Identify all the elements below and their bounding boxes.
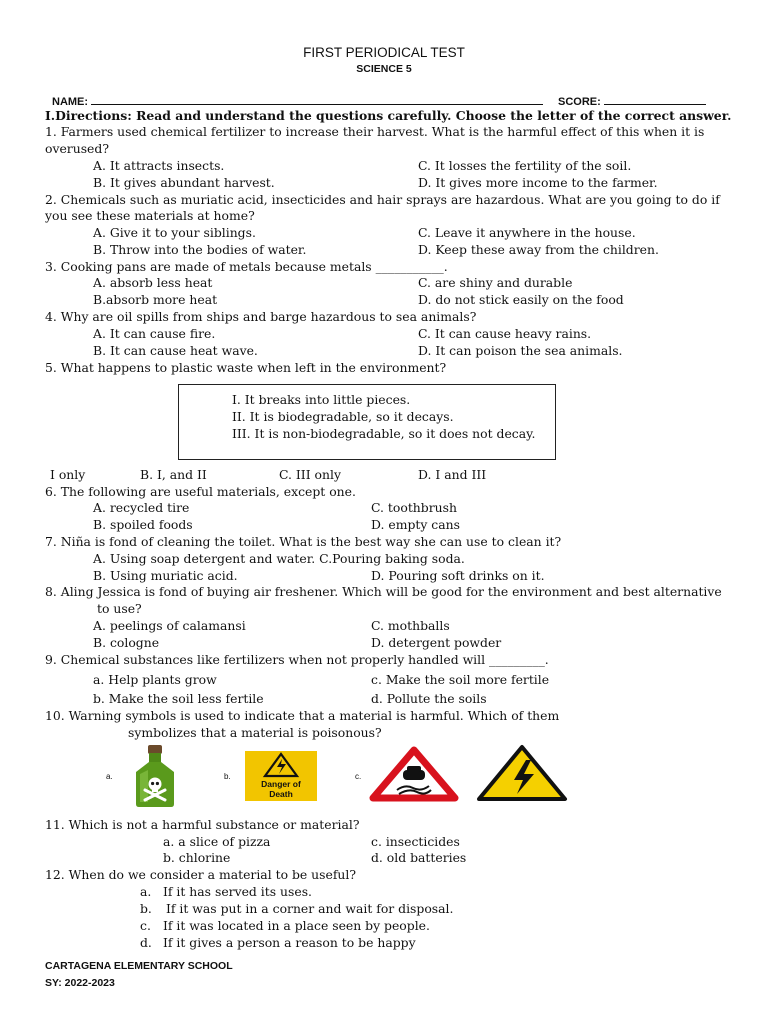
q6-option-c[interactable]: C. toothbrush (371, 500, 457, 515)
q12-option-a[interactable]: If it has served its uses. (163, 884, 312, 899)
q8-option-b[interactable]: B. cologne (93, 635, 160, 650)
q3-option-d[interactable]: D. do not stick easily on the food (418, 292, 624, 307)
q1-option-d[interactable]: D. It gives more income to the farmer. (418, 175, 658, 190)
directions-text: Directions: Read and understand the questions carefully. Choose the letter of the correct answer. (55, 108, 732, 123)
name-field[interactable] (52, 94, 543, 108)
page-title: FIRST PERIODICAL TEST (303, 45, 465, 60)
q6-option-b[interactable]: B. spoiled foods (93, 517, 193, 532)
q9-option-c[interactable]: c. Make the soil more fertile (371, 672, 550, 687)
q4-option-a[interactable]: A. It can cause fire. (93, 326, 216, 341)
q2-stem-line1: 2. Chemicals such as muriatic acid, insecticides and hair sprays are hazardous. What are you going to do if (45, 192, 720, 207)
q12-letter-b: b. (140, 901, 152, 916)
q2-option-c[interactable]: C. Leave it anywhere in the house. (418, 225, 636, 240)
q7-stem: 7. Niña is fond of cleaning the toilet. What is the best way she can use to clean it? (45, 534, 562, 549)
danger-of-death-sign[interactable] (245, 751, 317, 801)
q1-option-a[interactable]: A. It attracts insects. (93, 158, 225, 173)
q11-option-c[interactable]: c. insecticides (371, 834, 460, 849)
score-blank[interactable] (604, 94, 706, 105)
q10-label-c: c. (355, 772, 362, 781)
q12-stem: 12. When do we consider a material to be useful? (45, 867, 357, 882)
score-label: SCORE: (558, 96, 601, 108)
q2-option-b[interactable]: B. Throw into the bodies of water. (93, 242, 307, 257)
q5-statement-2: II. It is biodegradable, so it decays. (232, 409, 454, 424)
q1-stem-line2: overused? (45, 141, 109, 156)
page-subtitle: SCIENCE 5 (356, 63, 412, 75)
q7-option-d[interactable]: D. Pouring soft drinks on it. (371, 568, 545, 583)
q12-letter-a: a. (140, 884, 152, 899)
q2-option-a[interactable]: A. Give it to your siblings. (93, 225, 256, 240)
q11-option-b[interactable]: b. chlorine (163, 850, 231, 865)
q12-letter-d: d. (140, 935, 152, 950)
q10-label-a: a. (106, 772, 113, 781)
q12-option-c[interactable]: If it was located in a place seen by people. (163, 918, 430, 933)
q5-statement-3: III. It is non-biodegradable, so it does not decay. (232, 426, 536, 441)
q1-option-b[interactable]: B. It gives abundant harvest. (93, 175, 275, 190)
name-blank[interactable] (91, 94, 543, 105)
q10-stem-line1: 10. Warning symbols is used to indicate that a material is harmful. Which of them (45, 708, 560, 723)
footer-school: CARTAGENA ELEMENTARY SCHOOL (45, 960, 233, 972)
q3-stem: 3. Cooking pans are made of metals because metals ___________. (45, 259, 448, 274)
q2-stem-line2: you see these materials at home? (45, 208, 255, 223)
q4-stem: 4. Why are oil spills from ships and barge hazardous to sea animals? (45, 309, 477, 324)
q4-option-b[interactable]: B. It can cause heat wave. (93, 343, 258, 358)
q5-option-b[interactable]: B. I, and II (140, 467, 207, 482)
q4-option-d[interactable]: D. It can poison the sea animals. (418, 343, 623, 358)
q10-stem-line2: symbolizes that a material is poisonous? (128, 725, 382, 740)
q5-option-d[interactable]: D. I and III (418, 467, 487, 482)
q9-option-a[interactable]: a. Help plants grow (93, 672, 217, 687)
q5-option-a[interactable]: I only (50, 467, 86, 482)
q8-stem-line2: to use? (97, 601, 142, 616)
q7-option-a-c[interactable]: A. Using soap detergent and water. C.Pouring baking soda. (93, 551, 465, 566)
q4-option-c[interactable]: C. It can cause heavy rains. (418, 326, 592, 341)
q9-option-b[interactable]: b. Make the soil less fertile (93, 691, 264, 706)
slippery-road-sign-icon[interactable] (369, 746, 459, 805)
q2-option-d[interactable]: D. Keep these away from the children. (418, 242, 659, 257)
footer-school-year: SY: 2022-2023 (45, 977, 115, 989)
name-label: NAME: (52, 96, 89, 108)
directions-number: I. (45, 108, 56, 123)
q10-label-b: b. (224, 772, 231, 781)
q12-option-b[interactable]: If it was put in a corner and wait for disposal. (166, 901, 454, 916)
q9-stem: 9. Chemical substances like fertilizers when not properly handled will _________. (45, 652, 549, 667)
q11-option-d[interactable]: d. old batteries (371, 850, 467, 865)
q9-option-d[interactable]: d. Pollute the soils (371, 691, 487, 706)
q3-option-b[interactable]: B.absorb more heat (93, 292, 218, 307)
q11-option-a[interactable]: a. a slice of pizza (163, 834, 271, 849)
electric-shock-icon (245, 751, 317, 779)
q6-stem: 6. The following are useful materials, except one. (45, 484, 356, 499)
q8-option-c[interactable]: C. mothballs (371, 618, 450, 633)
q5-option-c[interactable]: C. III only (279, 467, 341, 482)
q8-option-d[interactable]: D. detergent powder (371, 635, 502, 650)
poison-bottle-icon[interactable] (124, 744, 186, 811)
danger-sign-line2: Death (269, 789, 293, 799)
q5-stem: 5. What happens to plastic waste when left in the environment? (45, 360, 447, 375)
q12-letter-c: c. (140, 918, 151, 933)
q8-stem-line1: 8. Aling Jessica is fond of buying air freshener. Which will be good for the environment and best alternative (45, 584, 722, 599)
q6-option-a[interactable]: A. recycled tire (93, 500, 190, 515)
q6-option-d[interactable]: D. empty cans (371, 517, 460, 532)
danger-sign-line1: Danger of (261, 779, 301, 789)
q3-option-c[interactable]: C. are shiny and durable (418, 275, 573, 290)
q8-option-a[interactable]: A. peelings of calamansi (93, 618, 246, 633)
score-field[interactable] (558, 94, 706, 108)
q12-option-d[interactable]: If it gives a person a reason to be happy (163, 935, 416, 950)
directions (45, 110, 731, 122)
q11-stem: 11. Which is not a harmful substance or material? (45, 817, 360, 832)
q7-option-b[interactable]: B. Using muriatic acid. (93, 568, 238, 583)
q3-option-a[interactable]: A. absorb less heat (93, 275, 213, 290)
high-voltage-icon[interactable] (476, 744, 568, 805)
q1-option-c[interactable]: C. It losses the fertility of the soil. (418, 158, 632, 173)
q5-statement-1: I. It breaks into little pieces. (232, 392, 411, 407)
q1-stem-line1: 1. Farmers used chemical fertilizer to increase their harvest. What is the harmful effect of this when it is (45, 124, 705, 139)
